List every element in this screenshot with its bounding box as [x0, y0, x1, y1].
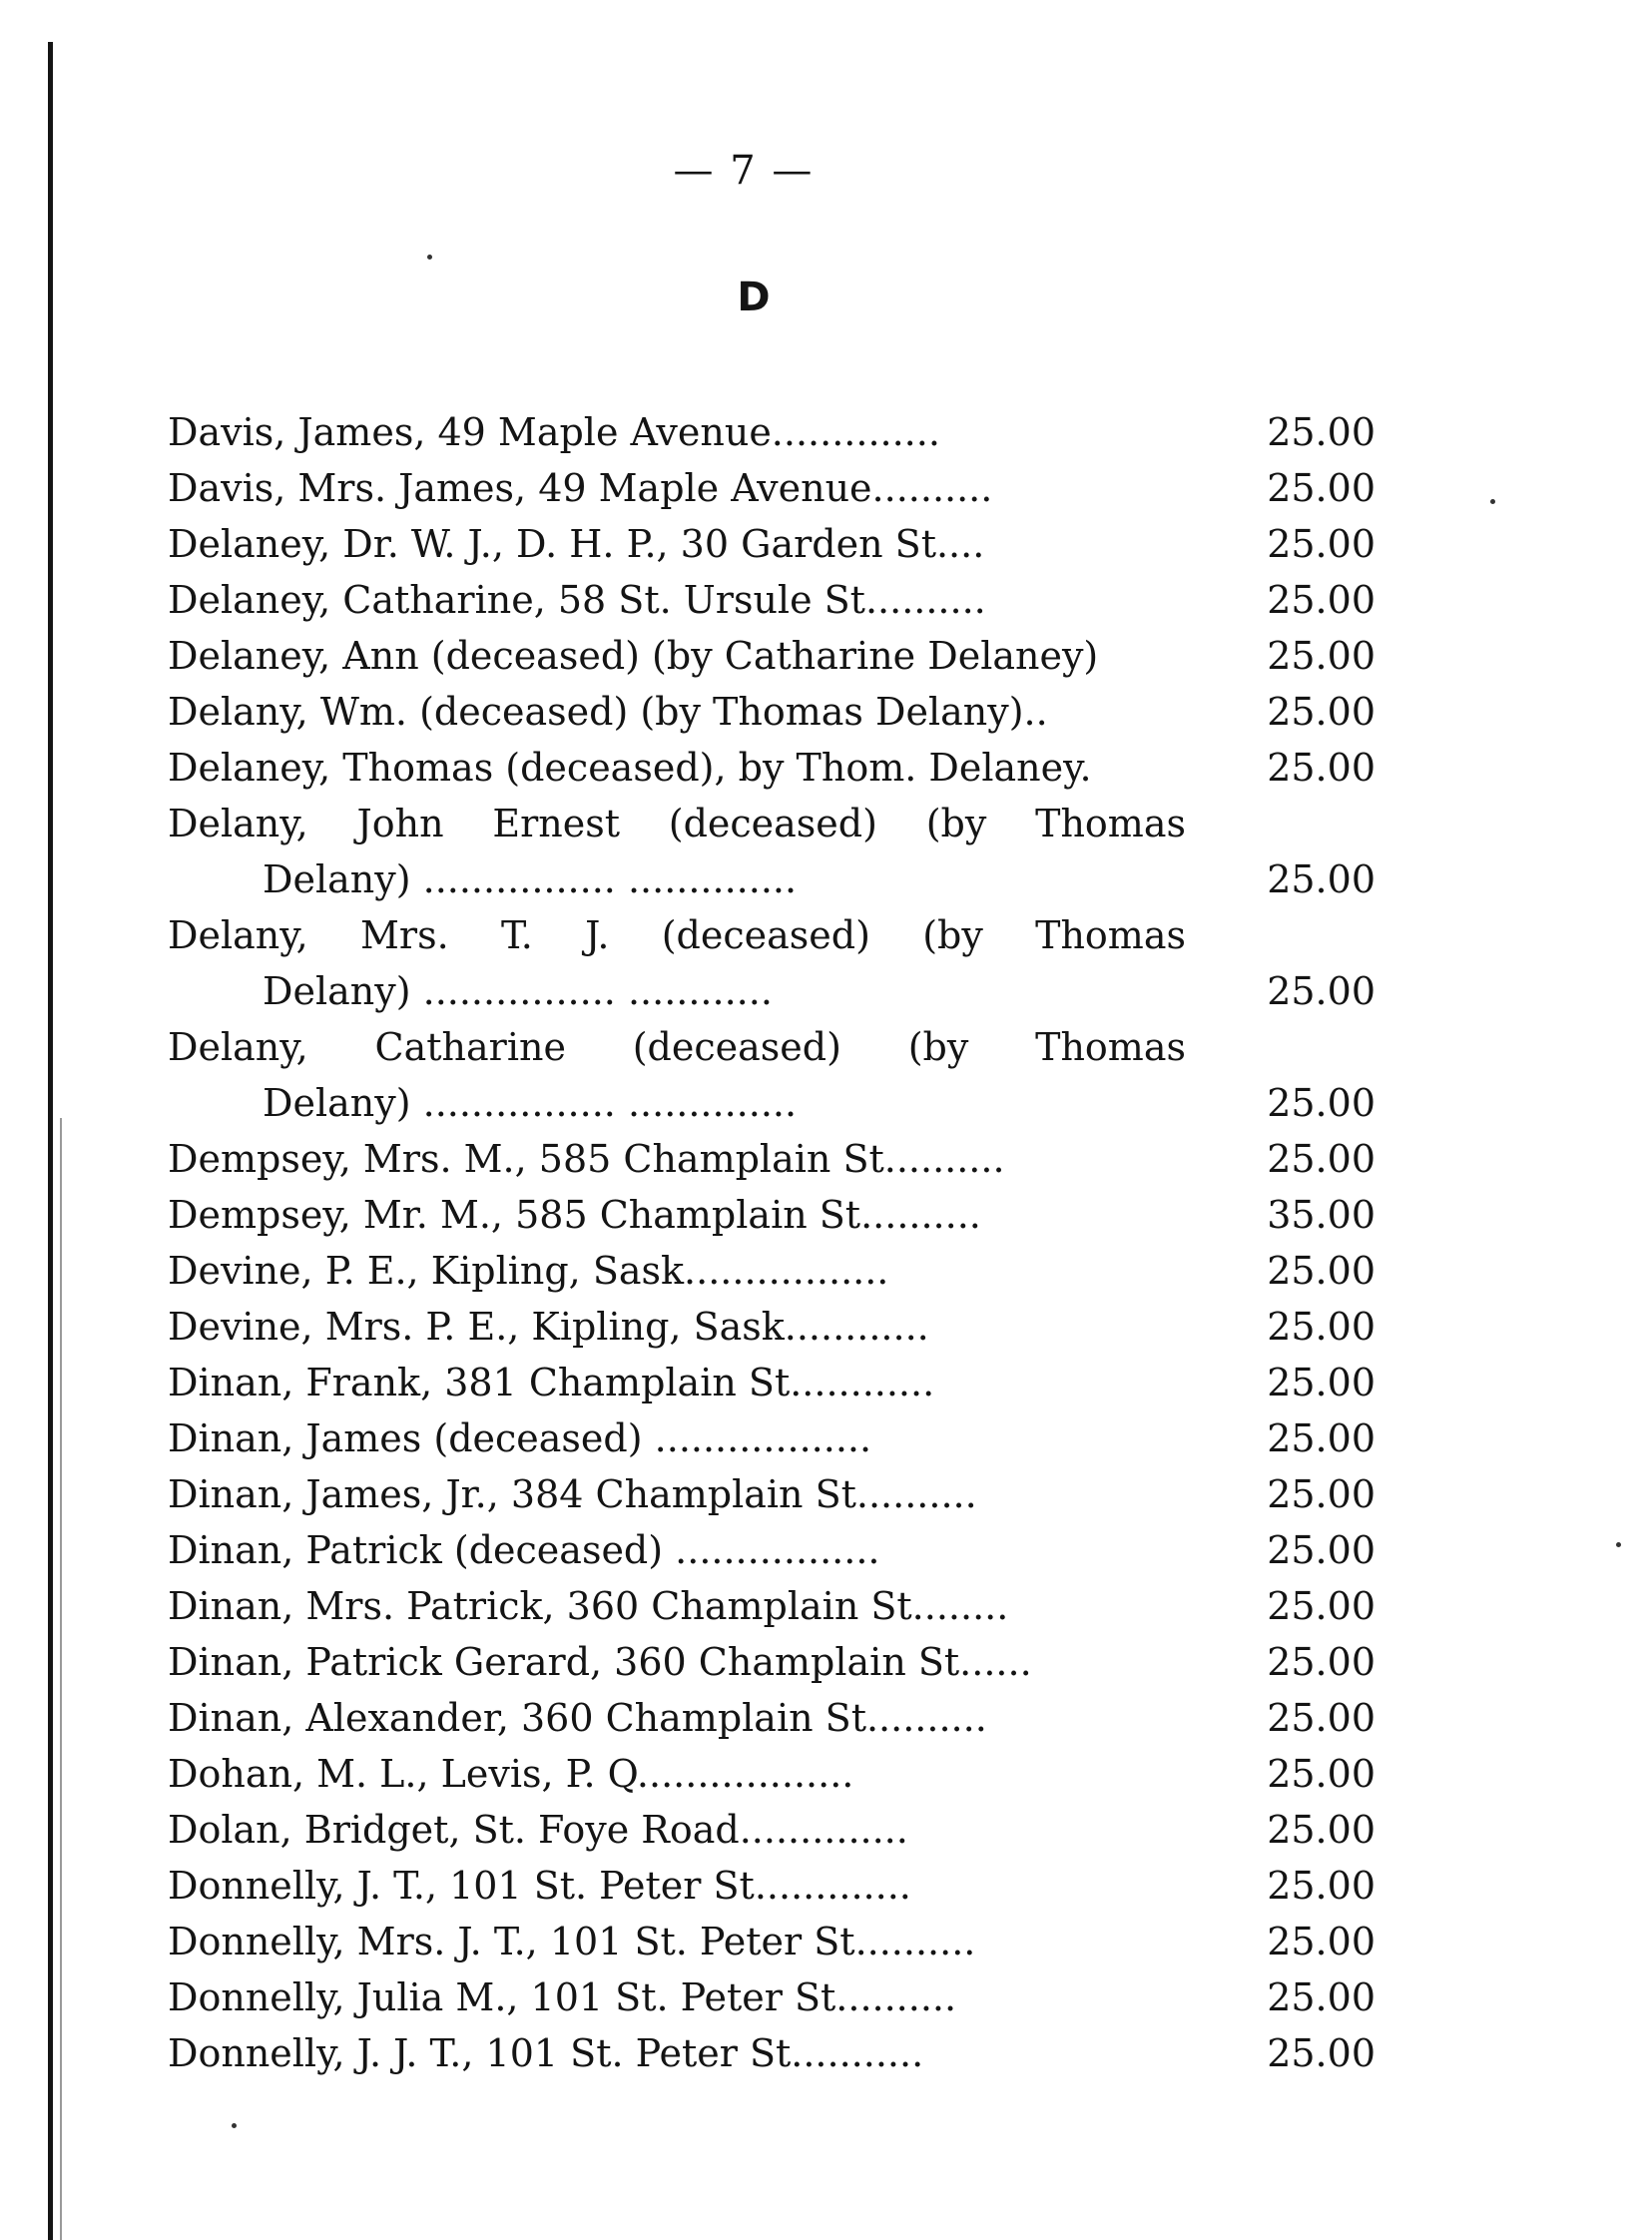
- entry-amount: 25.00: [1267, 578, 1376, 622]
- print-speck: [232, 2123, 237, 2128]
- entry-amount: 25.00: [1267, 634, 1376, 678]
- entry-name: Dinan, James, Jr., 384 Champlain St..........: [168, 1472, 977, 1516]
- entry-amount: 25.00: [1267, 857, 1376, 901]
- entry-name: Delaney, Ann (deceased) (by Catharine Delaney): [168, 634, 1099, 678]
- list-item: [168, 1746, 1376, 1802]
- entry-name: Delaney, Dr. W. J., D. H. P., 30 Garden St....: [168, 522, 985, 566]
- entry-name-continued: Delany) ................ ..............: [263, 857, 798, 901]
- entry-amount: 25.00: [1267, 1416, 1376, 1460]
- entry-amount: 25.00: [1267, 969, 1376, 1013]
- binding-edge: [48, 42, 53, 2240]
- entry-amount: 25.00: [1267, 1752, 1376, 1796]
- list-item: [168, 1299, 1376, 1355]
- list-item: [168, 907, 1376, 1019]
- entry-amount: 25.00: [1267, 1920, 1376, 1963]
- page-number: — 7 —: [673, 148, 815, 194]
- list-item: [168, 1914, 1376, 1969]
- entry-name: Donnelly, Julia M., 101 St. Peter St..........: [168, 1975, 957, 2019]
- list-item: [168, 1522, 1376, 1578]
- entry-name: Delany, Wm. (deceased) (by Thomas Delany)..: [168, 690, 1048, 734]
- entry-amount: 25.00: [1267, 1081, 1376, 1125]
- entry-amount: 25.00: [1267, 746, 1376, 790]
- entry-name: Devine, Mrs. P. E., Kipling, Sask............: [168, 1305, 929, 1349]
- list-item: [168, 628, 1376, 684]
- list-item: [168, 1802, 1376, 1858]
- entry-amount: 25.00: [1267, 1361, 1376, 1404]
- entry-amount: 25.00: [1267, 410, 1376, 454]
- entry-amount: 25.00: [1267, 466, 1376, 510]
- list-item: [168, 684, 1376, 740]
- entry-amount: 25.00: [1267, 1249, 1376, 1293]
- entry-amount: 25.00: [1267, 1137, 1376, 1181]
- list-item: [168, 2025, 1376, 2081]
- list-item: [168, 1690, 1376, 1746]
- entry-name: Delany, Mrs. T. J. (deceased) (by Thomas: [168, 913, 1186, 957]
- subscription-list: [168, 404, 1376, 2081]
- list-item: [168, 516, 1376, 572]
- entry-amount: 25.00: [1267, 1305, 1376, 1349]
- section-letter: D: [737, 275, 771, 320]
- entry-amount: 25.00: [1267, 1640, 1376, 1684]
- entry-name: Dinan, Frank, 381 Champlain St............: [168, 1361, 935, 1404]
- entry-name: Dinan, James (deceased) ..................: [168, 1416, 872, 1460]
- list-item: [168, 1187, 1376, 1243]
- list-item: [168, 1131, 1376, 1187]
- entry-name: Dinan, Alexander, 360 Champlain St..........: [168, 1696, 987, 1740]
- list-item: [168, 740, 1376, 796]
- entry-name: Delany, Catharine (deceased) (by Thomas: [168, 1025, 1186, 1069]
- entry-name: Donnelly, J. T., 101 St. Peter St.............: [168, 1864, 911, 1908]
- entry-name: Dempsey, Mrs. M., 585 Champlain St..........: [168, 1137, 1005, 1181]
- entry-name: Delany, John Ernest (deceased) (by Thomas: [168, 802, 1186, 845]
- list-item: [168, 460, 1376, 516]
- entry-name: Delaney, Thomas (deceased), by Thom. Delaney.: [168, 746, 1092, 790]
- print-speck: [1616, 1542, 1621, 1547]
- entry-amount: 25.00: [1267, 1696, 1376, 1740]
- list-item: [168, 1410, 1376, 1466]
- entry-name: Donnelly, Mrs. J. T., 101 St. Peter St..........: [168, 1920, 976, 1963]
- binding-edge-shadow: [60, 1118, 62, 2240]
- entry-amount: 25.00: [1267, 1528, 1376, 1572]
- list-item: [168, 1243, 1376, 1299]
- entry-amount: 25.00: [1267, 1808, 1376, 1852]
- list-item: [168, 1969, 1376, 2025]
- entry-name-continued: Delany) ................ ............: [263, 969, 773, 1013]
- entry-name: Dinan, Mrs. Patrick, 360 Champlain St........: [168, 1584, 1009, 1628]
- entry-amount: 25.00: [1267, 690, 1376, 734]
- entry-name: Dolan, Bridget, St. Foye Road..............: [168, 1808, 908, 1852]
- print-speck: [1490, 499, 1495, 504]
- list-item: [168, 1019, 1376, 1131]
- list-item: [168, 404, 1376, 460]
- entry-amount: 25.00: [1267, 1864, 1376, 1908]
- list-item: [168, 1466, 1376, 1522]
- list-item: [168, 1355, 1376, 1410]
- entry-name: Donnelly, J. J. T., 101 St. Peter St...........: [168, 2031, 924, 2075]
- entry-amount: 25.00: [1267, 2031, 1376, 2075]
- entry-name: Delaney, Catharine, 58 St. Ursule St..........: [168, 578, 986, 622]
- entry-name: Devine, P. E., Kipling, Sask.................: [168, 1249, 889, 1293]
- entry-name: Davis, James, 49 Maple Avenue..............: [168, 410, 940, 454]
- entry-name-continued: Delany) ................ ..............: [263, 1081, 798, 1125]
- entry-name: Dinan, Patrick Gerard, 360 Champlain St......: [168, 1640, 1032, 1684]
- entry-amount: 25.00: [1267, 1472, 1376, 1516]
- list-item: [168, 1858, 1376, 1914]
- entry-name: Dohan, M. L., Levis, P. Q..................: [168, 1752, 854, 1796]
- entry-name: Dinan, Patrick (deceased) .................: [168, 1528, 880, 1572]
- list-item: [168, 1634, 1376, 1690]
- print-speck: [427, 255, 432, 260]
- entry-name: Davis, Mrs. James, 49 Maple Avenue..........: [168, 466, 993, 510]
- entry-amount: 25.00: [1267, 522, 1376, 566]
- entry-amount: 35.00: [1267, 1193, 1376, 1237]
- list-item: [168, 796, 1376, 907]
- list-item: [168, 1578, 1376, 1634]
- entry-amount: 25.00: [1267, 1975, 1376, 2019]
- entry-name: Dempsey, Mr. M., 585 Champlain St..........: [168, 1193, 981, 1237]
- list-item: [168, 572, 1376, 628]
- entry-amount: 25.00: [1267, 1584, 1376, 1628]
